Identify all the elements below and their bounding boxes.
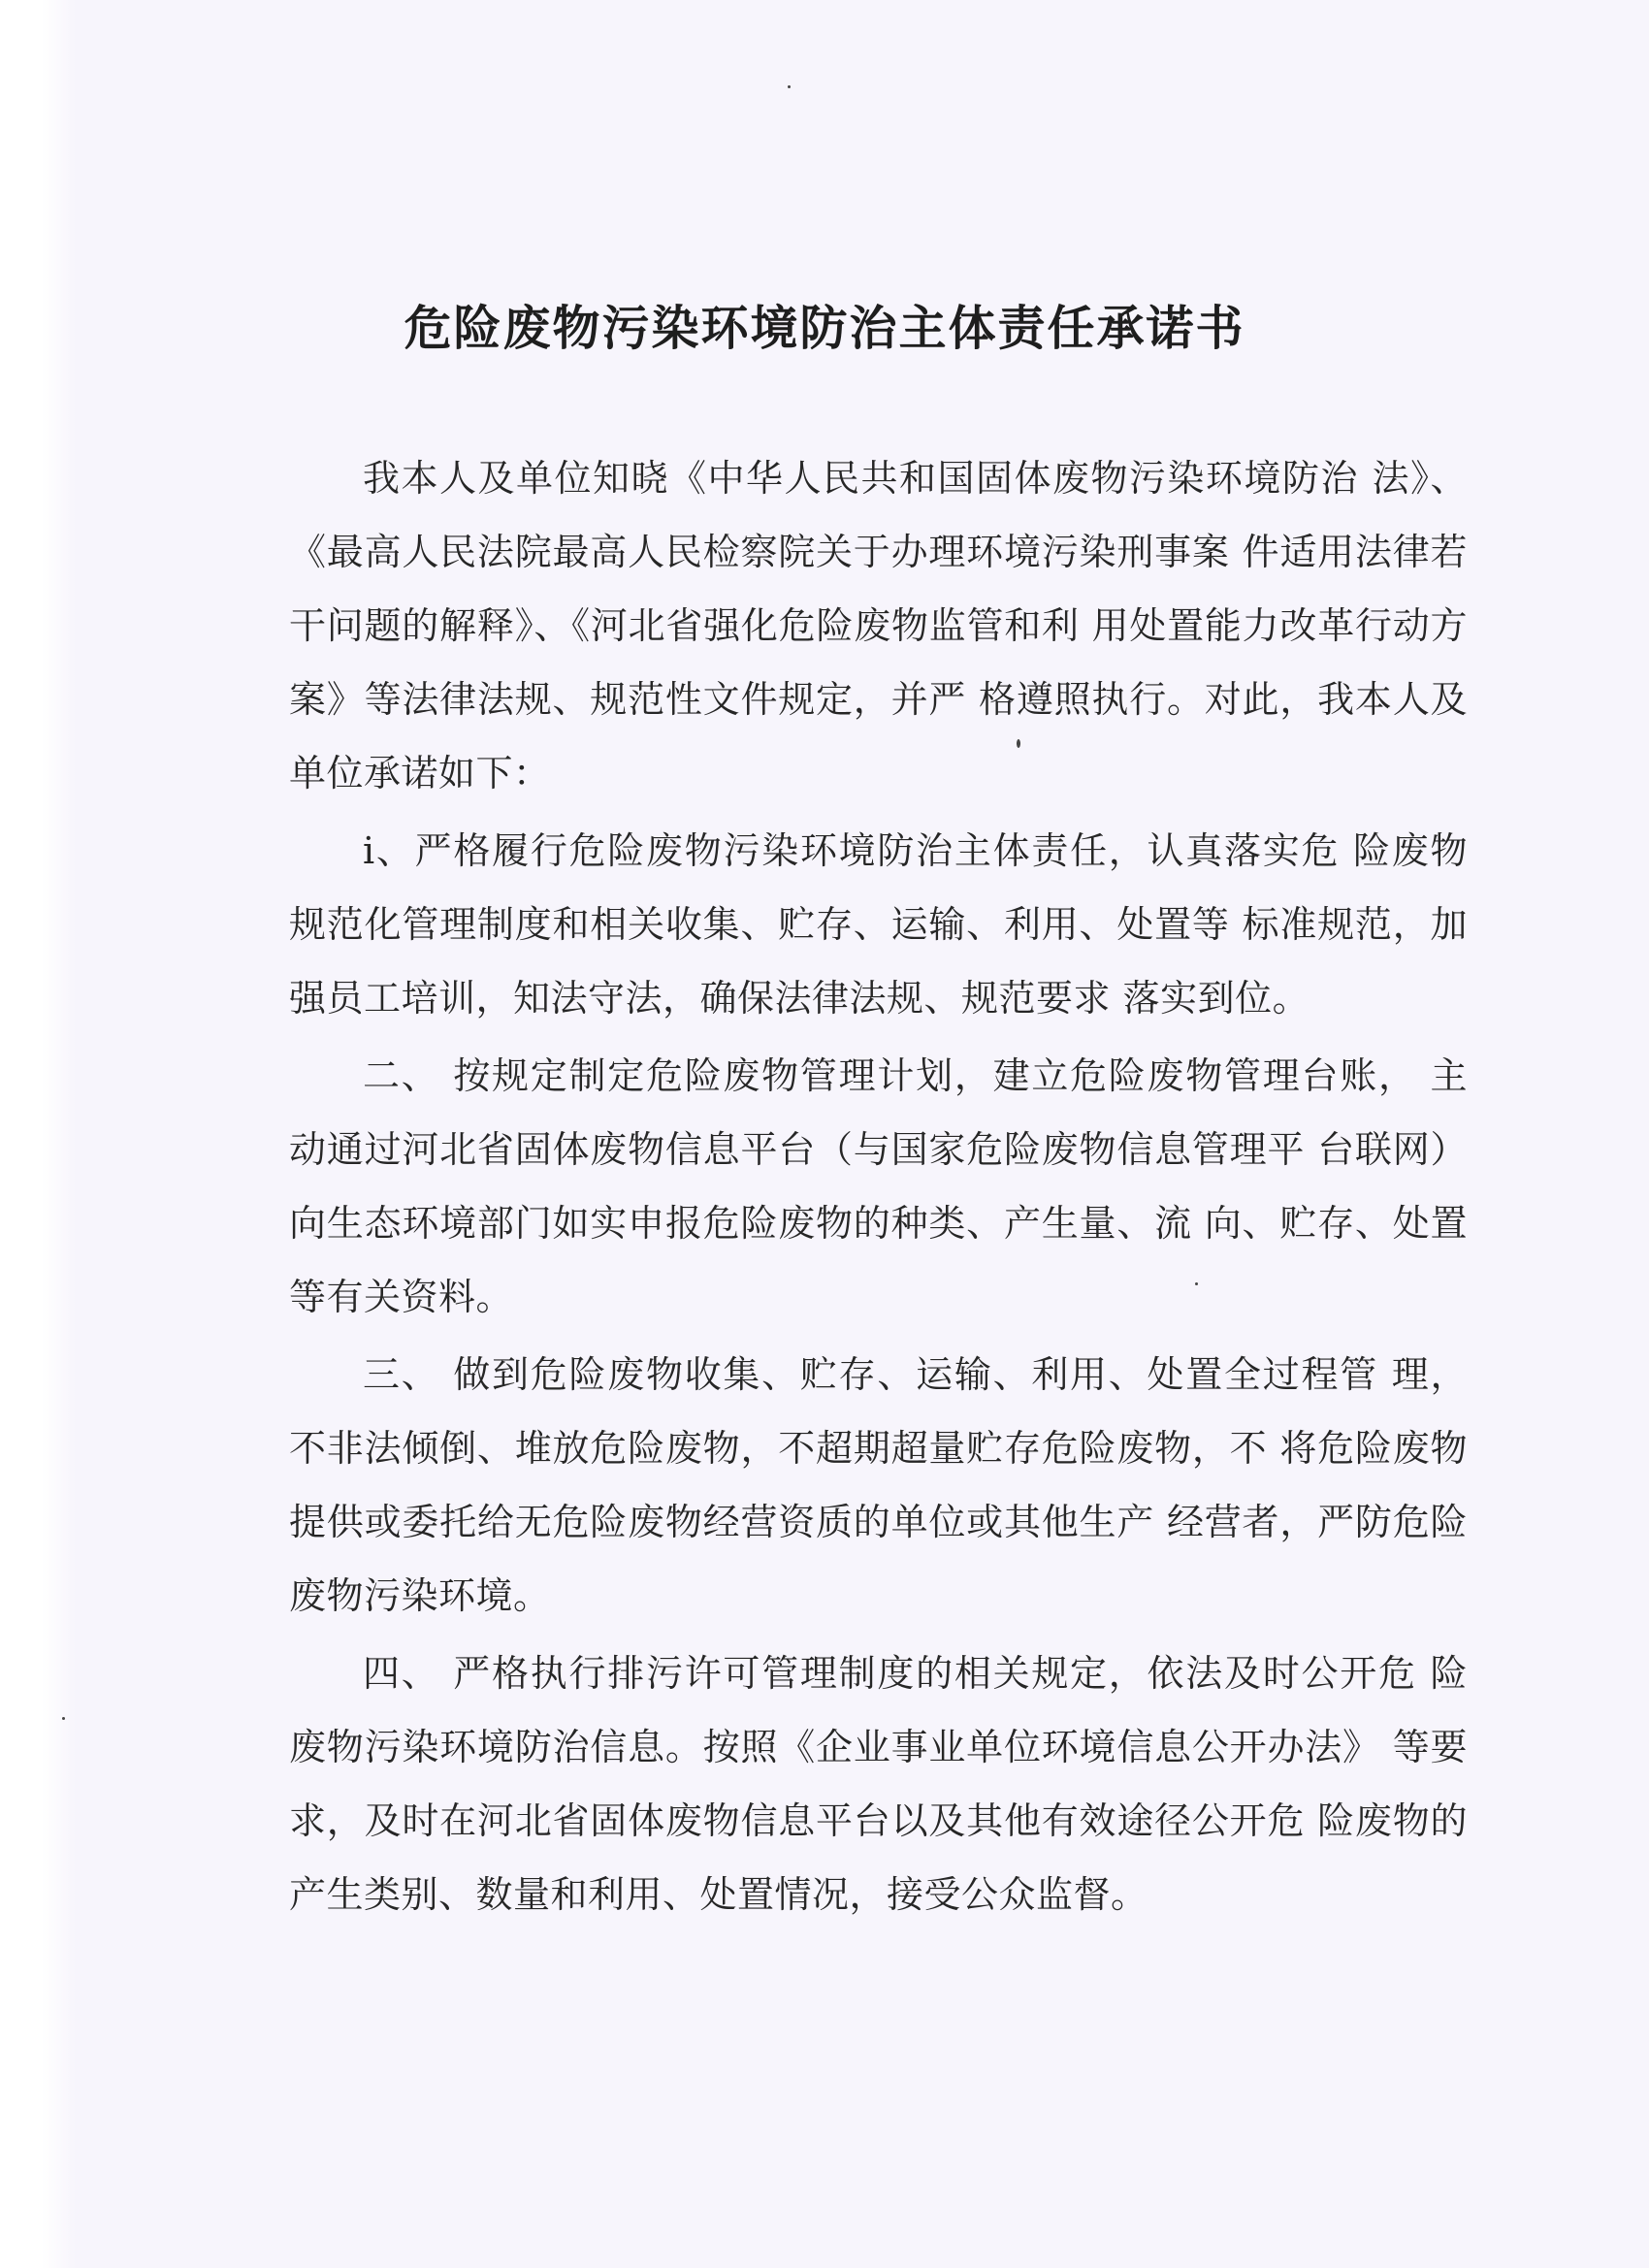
paragraph-commitment-3: 三、 做到危险废物收集、贮存、运输、利用、处置全过程管 理，不非法倾倒、堆放危险废物，不超期超量贮存危险废物，不 将危险废物提供或委托给无危险废物经营资质的单位或其他生产 经营者，严防危险废物污染环境。 — [289, 1353, 1468, 1617]
scan-speck — [788, 85, 791, 88]
paragraph-commitment-4: 四、 严格执行排污许可管理制度的相关规定，依法及时公开危 险废物污染环境防治信息。按照《企业事业单位环境信息公开办法》 等要求，及时在河北省固体废物信息平台以及其他有效途径公开危 险废物的产生类别、数量和利用、处置情况，接受公众监督。 — [289, 1652, 1468, 1916]
document-title: 危险废物污染环境防治主体责任承诺书 — [404, 300, 1245, 356]
paragraph-commitment-2: 二、 按规定制定危险废物管理计划，建立危险废物管理台账， 主动通过河北省固体废物信息平台（与国家危险废物信息管理平 台联网）向生态环境部门如实申报危险废物的种类、产生量、流 向、贮存、处置等有关资料。 — [289, 1054, 1468, 1318]
scan-speck — [1195, 1282, 1198, 1285]
paragraph-commitment-1: i、严格履行危险废物污染环境防治主体责任，认真落实危 险废物规范化管理制度和相关收集、贮存、运输、利用、处置等 标准规范，加强员工培训，知法守法，确保法律法规、规范要求 落实到位。 — [289, 829, 1468, 1020]
scan-speck — [1017, 739, 1020, 748]
paragraph-intro: 我本人及单位知晓《中华人民共和国固体废物污染环境防治 法》、《最高人民法院最高人民检察院关于办理环境污染刑事案 件适用法律若干问题的解释》、《河北省强化危险废物监管和利 用处置能力改革行动方案》等法律法规、规范性文件规定，并严 格遵照执行。对此，我本人及单位承诺如下： — [289, 457, 1468, 794]
document-body — [289, 441, 1468, 1931]
scan-speck — [62, 1717, 65, 1720]
